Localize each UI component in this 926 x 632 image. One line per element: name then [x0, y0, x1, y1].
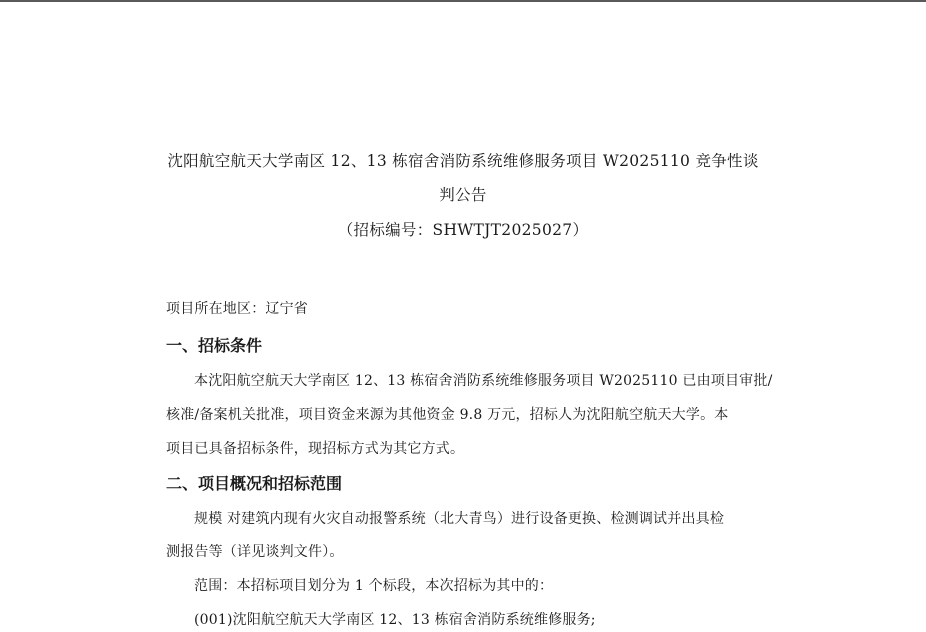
section-2-heading: 二、项目概况和招标范围 [166, 474, 343, 493]
document-title-line-1: 沈阳航空航天大学南区 12、13 栋宿舍消防系统维修服务项目 W2025110 竞争性谈 [167, 152, 759, 170]
bid-number: （招标编号：SHWTJT2025027） [337, 221, 589, 239]
section-1-heading: 一、招标条件 [166, 336, 263, 355]
document-title-line-2: 判公告 [439, 186, 487, 204]
section-2-scope: 范围：本招标项目划分为 1 个标段，本次招标为其中的： [194, 578, 554, 594]
project-region: 项目所在地区：辽宁省 [166, 301, 308, 317]
section-1-paragraph-line-1: 本沈阳航空航天大学南区 12、13 栋宿舍消防系统维修服务项目 W2025110 已由项目审批/ [194, 373, 773, 389]
section-2-paragraph-line-2: 测报告等（详见谈判文件）。 [166, 544, 344, 560]
section-2-lot-item: (001)沈阳航空航天大学南区 12、13 栋宿舍消防系统维修服务; [194, 612, 596, 628]
section-2-paragraph-line-1: 规模 对建筑内现有火灾自动报警系统（北大青鸟）进行设备更换、检测调试并出具检 [194, 511, 725, 527]
section-1-paragraph-line-3: 项目已具备招标条件，现招标方式为其它方式。 [166, 441, 465, 457]
section-1-paragraph-line-2: 核准/备案机关批准，项目资金来源为其他资金 9.8 万元，招标人为沈阳航空航天大学。本 [166, 407, 729, 423]
